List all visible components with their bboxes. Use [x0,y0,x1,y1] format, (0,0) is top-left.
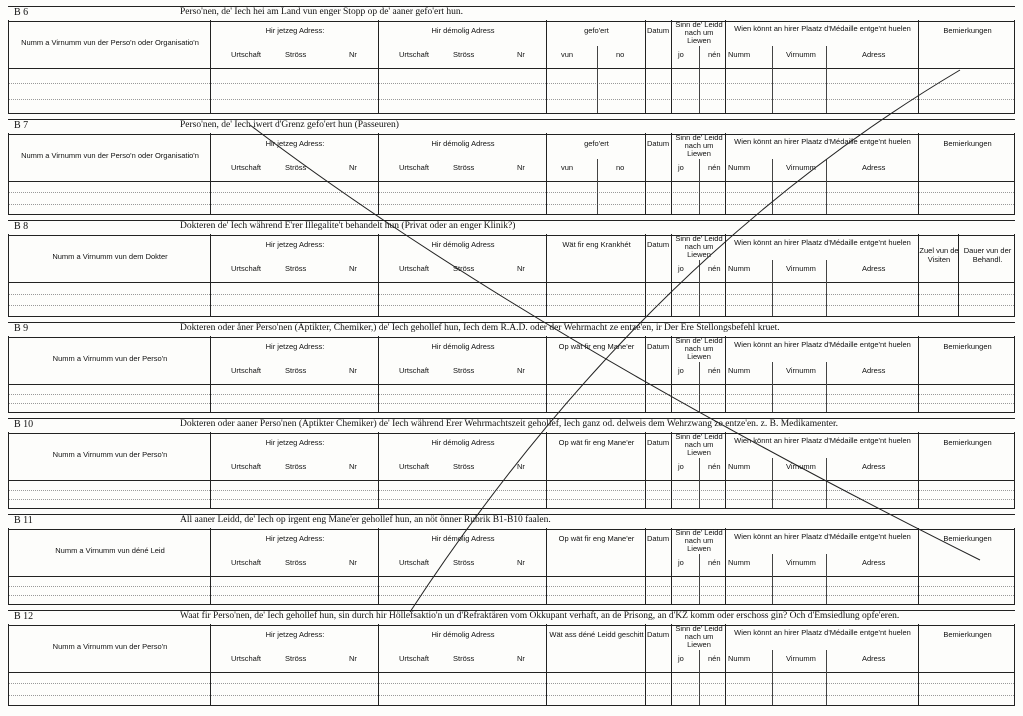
section-code: B 6 [14,7,29,18]
table-column [726,234,919,316]
urtschaft-label: Urtschaft [399,163,430,172]
remarks-header: Bemierkungen [943,630,992,639]
subcolumn-divider [772,458,773,508]
table-column [919,133,1016,214]
urtschaft-label: Urtschaft [399,654,430,663]
subcolumn-divider [772,554,773,604]
address-header: Hir jetzeg Adress: [265,630,325,639]
stross-label: Ströss [285,264,307,273]
section-title: Waat fir Perso'nen, de' Iech gehollef hun, sin durch hir Höllefsaktio'n un d'Refraktären vom Okkupant verhaft, an de Prisong, an d'KZ komm oder erschoss gin? Och d'Emsiedlung opfe'eren. [180,611,900,621]
table-column [9,432,211,508]
alive-header: Sinn de' Leidd nach um Liewen [675,336,723,361]
column-header: Op wät fir eng Mane'er [558,342,635,351]
section-b10 [8,418,1015,509]
table-column [379,528,547,604]
nr-label: Nr [517,558,525,567]
table-column [959,234,1016,316]
subcolumn-divider [699,650,700,705]
name-column-header: Numm a Virnumm vun dem Dokter [52,252,168,261]
nr-label: Nr [517,163,525,172]
jo-label: jo [678,558,684,567]
subcolumn-divider [826,159,827,214]
section-table [8,20,1015,114]
table-column [547,432,646,508]
urtschaft-label: Urtschaft [399,50,430,59]
virnumm-label: Virnumm [786,462,816,471]
datum-header: Datum [647,342,670,351]
urtschaft-label: Urtschaft [231,558,262,567]
virnumm-label: Virnumm [786,264,816,273]
alive-header: Sinn de' Leidd nach um Liewen [675,432,723,457]
to-label: no [616,50,625,59]
stross-label: Ströss [285,558,307,567]
table-column [646,336,672,412]
section-table [8,432,1015,509]
table-column [726,624,919,705]
subcolumn-divider [699,260,700,316]
stross-label: Ströss [453,50,475,59]
virnumm-label: Virnumm [786,50,816,59]
section-title: Dokteren oder aaner Perso'nen (Aptikter Chemiker) de' Iech während Erer Wehrmachtszeit gehollef, Iech ganz od. delweis dem Wehrzwang ze entze'en. z. B. Medikamenter. [180,419,838,429]
table-column [919,234,959,316]
table-column [726,133,919,214]
urtschaft-label: Urtschaft [231,366,262,375]
section-title: All aaner Leidd, de' Iech op irgent eng Mane'er gehollef hun, an nöt önner Rubrik B1-B10 faalen. [180,515,551,525]
address-header: Hir démolig Adress [431,342,495,351]
stross-label: Ströss [285,163,307,172]
jo-label: jo [678,264,684,273]
section-code: B 9 [14,323,29,334]
datum-header: Datum [647,26,670,35]
subcolumn-divider [826,260,827,316]
urtschaft-label: Urtschaft [231,50,262,59]
datum-header: Datum [647,240,670,249]
table-column [379,336,547,412]
subcolumn-divider [772,650,773,705]
section-b8 [8,220,1015,317]
table-column [919,432,1016,508]
nr-label: Nr [517,264,525,273]
stross-label: Ströss [453,654,475,663]
medal-header: Wien könnt an hirer Plaatz d'Médaille entge'nt huelen [734,137,911,146]
table-column [919,528,1016,604]
table-column [379,20,547,113]
table-column [646,234,672,316]
numm-label: Numm [728,163,751,172]
address-header: Hir démolig Adress [431,630,495,639]
section-title: Perso'nen, de' Iech hei am Land vun enger Stopp op de' aaner gefo'ert hun. [180,7,464,17]
urtschaft-label: Urtschaft [399,366,430,375]
subcolumn-divider [826,554,827,604]
name-column-header: Numm a Virnumm vun der Perso'n oder Organisatio'n [21,38,199,47]
nr-label: Nr [349,462,357,471]
subcolumn-divider [826,458,827,508]
stross-label: Ströss [453,264,475,273]
table-column [9,336,211,412]
urtschaft-label: Urtschaft [231,654,262,663]
address-header: Hir démolig Adress [431,438,495,447]
address-header: Hir jetzeg Adress: [265,240,325,249]
table-column [547,528,646,604]
address-header: Hir jetzeg Adress: [265,26,325,35]
subcolumn-divider [699,554,700,604]
address-header: Hir jetzeg Adress: [265,342,325,351]
column-header: gefo'ert [584,139,609,148]
section-code: B 7 [14,120,29,131]
subcolumn-divider [699,159,700,214]
address-header: Hir jetzeg Adress: [265,438,325,447]
table-column [919,20,1016,113]
table-column [726,20,919,113]
from-label: vun [561,163,574,172]
from-label: vun [561,50,574,59]
table-column [726,528,919,604]
table-column [547,234,646,316]
nr-label: Nr [517,366,525,375]
address-header: Hir jetzeg Adress: [265,534,325,543]
adress-label: Adress [862,366,886,375]
table-column [646,528,672,604]
table-column [646,432,672,508]
table-column [672,234,726,316]
alive-header: Sinn de' Leidd nach um Liewen [675,234,723,259]
subcolumn-divider [699,458,700,508]
nr-label: Nr [517,50,525,59]
remarks-header: Bemierkungen [943,139,992,148]
remarks-header: Bemierkungen [943,342,992,351]
table-column [919,336,1016,412]
section-b7 [8,119,1015,215]
table-column [726,432,919,508]
datum-header: Datum [647,630,670,639]
nen-label: nén [708,50,721,59]
table-column [672,432,726,508]
urtschaft-label: Urtschaft [399,462,430,471]
table-column [211,336,379,412]
alive-header: Sinn de' Leidd nach um Liewen [675,20,723,45]
nr-label: Nr [349,264,357,273]
table-column [9,133,211,214]
table-column [379,133,547,214]
medal-header: Wien könnt an hirer Plaatz d'Médaille entge'nt huelen [734,532,911,541]
duration-header: Dauer vun der Behandl. [963,246,1012,264]
stross-label: Ströss [453,366,475,375]
table-column [646,133,672,214]
datum-header: Datum [647,438,670,447]
remarks-header: Bemierkungen [943,438,992,447]
section-b12 [8,610,1015,706]
nr-label: Nr [349,558,357,567]
stross-label: Ströss [285,50,307,59]
medal-header: Wien könnt an hirer Plaatz d'Médaille entge'nt huelen [734,24,911,33]
nen-label: nén [708,163,721,172]
section-b11 [8,514,1015,605]
numm-label: Numm [728,558,751,567]
table-column [672,20,726,113]
section-code: B 10 [14,419,34,430]
urtschaft-label: Urtschaft [231,264,262,273]
numm-label: Numm [728,366,751,375]
table-column [672,336,726,412]
name-column-header: Numm a Virnumm vun der Perso'n [52,354,168,363]
table-column [672,133,726,214]
adress-label: Adress [862,264,886,273]
table-column [547,624,646,705]
alive-header: Sinn de' Leidd nach um Liewen [675,528,723,553]
numm-label: Numm [728,50,751,59]
section-code: B 12 [14,611,34,622]
table-column [672,624,726,705]
subcolumn-divider [826,362,827,412]
stross-label: Ströss [453,462,475,471]
table-column [211,528,379,604]
jo-label: jo [678,654,684,663]
section-table [8,336,1015,413]
nen-label: nén [708,654,721,663]
nen-label: nén [708,264,721,273]
section-table [8,528,1015,605]
address-header: Hir jetzeg Adress: [265,139,325,148]
name-column-header: Numm a Virnumm vun der Perso'n oder Organisatio'n [21,151,199,160]
column-header: Op wät fir eng Mane'er [558,438,635,447]
table-column [211,234,379,316]
section-b6 [8,6,1015,114]
table-column [379,624,547,705]
subcolumn-divider [699,362,700,412]
section-table [8,624,1015,706]
medal-header: Wien könnt an hirer Plaatz d'Médaille entge'nt huelen [734,628,911,637]
nen-label: nén [708,558,721,567]
nr-label: Nr [349,50,357,59]
subcolumn-divider [826,46,827,113]
virnumm-label: Virnumm [786,558,816,567]
column-header: Wät ass déné Leidd geschitt [549,630,644,639]
adress-label: Adress [862,558,886,567]
jo-label: jo [678,163,684,172]
urtschaft-label: Urtschaft [231,462,262,471]
table-column [547,133,646,214]
section-title: Dokteren oder åner Perso'nen (Aptikter, Chemiker,) de' Iech gehollef hun, Iech dem R.A.D. oder der Wehrmacht ze entze'en, ir Der Ere Stellongsbefehl kruet. [180,323,780,333]
adress-label: Adress [862,163,886,172]
numm-label: Numm [728,462,751,471]
table-column [379,234,547,316]
table-column [211,20,379,113]
nr-label: Nr [349,163,357,172]
address-header: Hir démolig Adress [431,139,495,148]
adress-label: Adress [862,654,886,663]
virnumm-label: Virnumm [786,654,816,663]
medal-header: Wien könnt an hirer Plaatz d'Médaille entge'nt huelen [734,340,911,349]
table-column [211,133,379,214]
stross-label: Ströss [285,654,307,663]
section-code: B 11 [14,515,33,526]
subcolumn-divider [826,650,827,705]
stross-label: Ströss [285,366,307,375]
column-header: gefo'ert [584,26,609,35]
table-column [9,234,211,316]
address-header: Hir démolig Adress [431,534,495,543]
numm-label: Numm [728,264,751,273]
urtschaft-label: Urtschaft [399,264,430,273]
medal-header: Wien könnt an hirer Plaatz d'Médaille entge'nt huelen [734,238,911,247]
subcolumn-divider [597,46,598,113]
jo-label: jo [678,462,684,471]
table-column [211,432,379,508]
section-table [8,234,1015,317]
remarks-header: Bemierkungen [943,26,992,35]
subcolumn-divider [597,159,598,214]
datum-header: Datum [647,534,670,543]
table-column [646,20,672,113]
table-column [9,528,211,604]
alive-header: Sinn de' Leidd nach um Liewen [675,624,723,649]
urtschaft-label: Urtschaft [231,163,262,172]
table-column [672,528,726,604]
nr-label: Nr [517,654,525,663]
subcolumn-divider [772,46,773,113]
adress-label: Adress [862,50,886,59]
name-column-header: Numm a Virnumm vun déné Leid [55,546,165,555]
section-title: Dokteren de' Iech während E'rer Illegalite't behandelt hun (Privat oder an enger Klinik?) [180,221,516,231]
nr-label: Nr [349,654,357,663]
jo-label: jo [678,366,684,375]
table-column [726,336,919,412]
table-column [547,20,646,113]
column-header: Wät fir eng Krankhét [562,240,631,249]
section-code: B 8 [14,221,29,232]
section-b9 [8,322,1015,413]
name-column-header: Numm a Virnumm vun der Perso'n [52,450,168,459]
to-label: no [616,163,625,172]
table-column [9,624,211,705]
numm-label: Numm [728,654,751,663]
nen-label: nén [708,462,721,471]
name-column-header: Numm a Virnumm vun der Perso'n [52,642,168,651]
table-column [547,336,646,412]
table-column [9,20,211,113]
table-column [379,432,547,508]
nr-label: Nr [517,462,525,471]
section-title: Perso'nen, de' Iech iwert d'Grenz gefo'ert hun (Passeuren) [180,120,399,130]
urtschaft-label: Urtschaft [399,558,430,567]
nr-label: Nr [349,366,357,375]
table-column [646,624,672,705]
address-header: Hir démolig Adress [431,26,495,35]
subcolumn-divider [772,260,773,316]
subcolumn-divider [772,159,773,214]
stross-label: Ströss [453,558,475,567]
virnumm-label: Virnumm [786,366,816,375]
stross-label: Ströss [285,462,307,471]
jo-label: jo [678,50,684,59]
subcolumn-divider [699,46,700,113]
alive-header: Sinn de' Leidd nach um Liewen [675,133,723,158]
section-table [8,133,1015,215]
adress-label: Adress [862,462,886,471]
table-column [919,624,1016,705]
medal-header: Wien könnt an hirer Plaatz d'Médaille entge'nt huelen [734,436,911,445]
address-header: Hir démolig Adress [431,240,495,249]
remarks-header: Bemierkungen [943,534,992,543]
visits-header: Zuel vun de Visiten [919,246,959,264]
column-header: Op wät fir eng Mane'er [558,534,635,543]
datum-header: Datum [647,139,670,148]
nen-label: nén [708,366,721,375]
table-column [211,624,379,705]
subcolumn-divider [772,362,773,412]
stross-label: Ströss [453,163,475,172]
virnumm-label: Virnumm [786,163,816,172]
